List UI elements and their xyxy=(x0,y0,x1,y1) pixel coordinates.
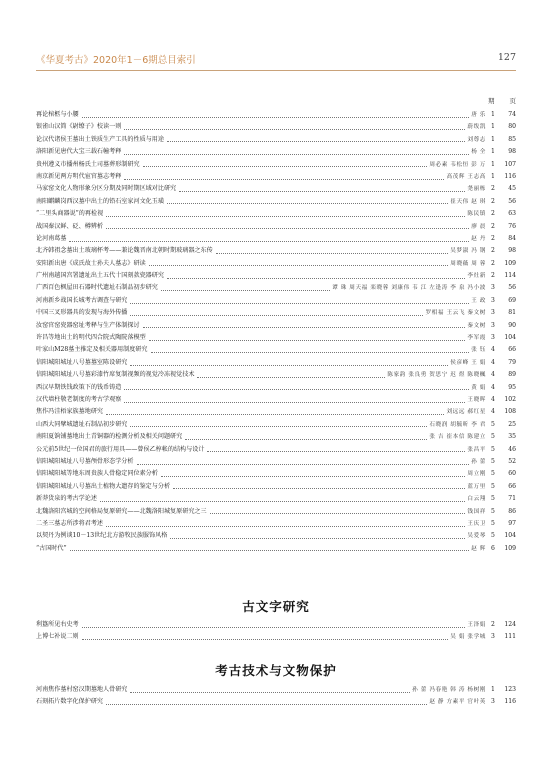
entry-title: 新莽货泉的考古学论述 xyxy=(36,495,97,503)
entry-page: 109 xyxy=(504,544,516,552)
leader-dots xyxy=(124,154,469,155)
index-entry xyxy=(36,394,516,406)
index-entry xyxy=(36,481,516,493)
entry-issue: 3 xyxy=(491,334,495,342)
entry-title: 河南焦作墓村窑汉期墓地人骨研究 xyxy=(36,686,128,693)
entry-title: 利簋所见右史考 xyxy=(36,621,79,628)
entry-page: 80 xyxy=(508,123,516,131)
entry-title: 银雀山汉简《尉缭子》校读一则 xyxy=(36,123,122,131)
entry-page: 81 xyxy=(508,309,516,317)
entry-issue: 4 xyxy=(491,371,495,379)
leader-dots xyxy=(173,488,465,489)
entry-authors: 罗相福 王云飞 秦文树 xyxy=(425,310,486,317)
entry-authors: 尧丽栋 xyxy=(467,186,486,193)
entry-page: 124 xyxy=(504,621,516,628)
entry-page: 98 xyxy=(508,247,516,255)
leader-dots xyxy=(100,501,465,502)
entry-page: 76 xyxy=(508,222,516,230)
entry-authors: 王泽娟 xyxy=(467,622,486,628)
index-entry xyxy=(36,431,516,443)
entry-title: 马家窑文化人物形象分区分期及同时期区域对比研究 xyxy=(36,185,177,193)
index-entry xyxy=(36,159,516,171)
header-rule xyxy=(36,70,516,71)
entry-title: 山西大同擘城遗址石制品初步研究 xyxy=(36,420,128,428)
entry-issue: 1 xyxy=(491,135,495,143)
leader-dots xyxy=(124,179,444,180)
leader-dots xyxy=(161,290,330,291)
leader-dots xyxy=(106,216,465,217)
entry-authors: 唐 乐 xyxy=(471,112,486,118)
index-entry xyxy=(36,183,516,195)
entry-title: 二圣三墓志所涉将君考述 xyxy=(36,519,104,527)
entry-page: 60 xyxy=(508,470,516,478)
leader-dots xyxy=(106,414,444,415)
entry-authors: 张 钰 xyxy=(471,347,486,354)
entry-authors: 秦文树 xyxy=(467,322,486,329)
entry-authors: 王晓晖 xyxy=(467,396,486,403)
entry-title: 北齐韩祖念墓出土玻璃杯考——兼论魏晋南北朝时期玻璃器之东传 xyxy=(36,247,213,255)
entry-page: 90 xyxy=(508,321,516,329)
index-entry xyxy=(36,208,516,220)
entry-issue: 2 xyxy=(491,197,495,205)
entry-page: 97 xyxy=(508,519,516,527)
index-entry xyxy=(36,258,516,270)
entry-authors: 李军霞 xyxy=(467,335,486,342)
entry-title: 广西百色枫屋田石器时代遗址石制品初步研究 xyxy=(36,284,158,292)
entry-issue: 5 xyxy=(491,532,495,540)
column-headers xyxy=(486,96,516,106)
entry-title: 信阳城阳城址八号墓颅骨形态学分析 xyxy=(36,457,134,465)
entry-page: 52 xyxy=(508,457,516,465)
entry-issue: 4 xyxy=(491,395,495,403)
index-entry xyxy=(36,121,516,133)
leader-dots xyxy=(130,303,469,304)
entry-authors: 周立刚 xyxy=(467,471,486,478)
entry-issue: 1 xyxy=(491,123,495,131)
entry-title: 公元前5世纪一位国君的旅行用具——曾侯乙椁帐的结构与设计 xyxy=(36,445,205,453)
entry-title: 广州南越国宫署遗址出土五代十国刻款瓷器研究 xyxy=(36,272,164,280)
index-entry xyxy=(36,270,516,282)
entry-issue: 5 xyxy=(491,495,495,503)
entry-issue: 1 xyxy=(491,148,495,156)
entry-title: 中国三叉形器具的发现与海外传播 xyxy=(36,309,128,317)
leader-dots xyxy=(137,464,470,465)
entry-issue: 1 xyxy=(491,686,495,693)
leader-dots xyxy=(124,129,465,130)
leader-dots xyxy=(106,704,427,705)
entry-page: 95 xyxy=(508,383,516,391)
entry-title: 石刻拓片数字化保护研究 xyxy=(36,698,104,706)
entry-title: 贵州遵义市播州杨氏土司墓葬形制研究 xyxy=(36,160,140,168)
running-header xyxy=(36,52,516,68)
entry-authors: 张昌平 xyxy=(467,446,486,453)
entry-page: 104 xyxy=(504,334,516,342)
index-entry xyxy=(36,295,516,307)
leader-dots xyxy=(143,327,466,328)
entry-page: 71 xyxy=(508,495,516,503)
entry-authors: 赵 静 方素平 官叶英 xyxy=(429,699,486,706)
entry-issue: 2 xyxy=(491,185,495,193)
entry-page: 85 xyxy=(508,135,516,143)
entry-title: 叶家山M28墓主推定及相关器用制度研究 xyxy=(36,346,148,354)
entry-issue: 5 xyxy=(491,420,495,428)
entry-title: 信阳城阳城等地东周贵族人骨稳定同位素分析 xyxy=(36,470,158,478)
entry-title: 以契丹为例谈10－13世纪北方游牧民族服饰风格 xyxy=(36,532,168,540)
index-entry xyxy=(36,543,516,555)
entry-title: 洛阳新见唐代大宝三载石幢考释 xyxy=(36,148,122,156)
entry-page: 109 xyxy=(504,259,516,267)
entry-issue: 5 xyxy=(491,457,495,465)
leader-dots xyxy=(207,451,465,452)
entry-issue: 2 xyxy=(491,621,495,628)
entry-authors: 孙 蕾 冯春艳 韩 涛 杨树刚 xyxy=(412,687,486,693)
entry-issue: 2 xyxy=(491,234,495,242)
index-entry xyxy=(36,344,516,356)
index-entry xyxy=(36,696,516,708)
entry-issue: 4 xyxy=(491,358,495,366)
index-entry xyxy=(36,631,516,643)
leader-dots xyxy=(210,513,466,514)
entry-authors: 王庆卫 xyxy=(467,520,486,527)
entry-page: 108 xyxy=(504,408,516,416)
entry-title: 西汉早期铁钱政策下的钱币铸造 xyxy=(36,383,122,391)
entry-title: 上博七补说二则 xyxy=(36,633,79,641)
section-heading-tech: 考古技术与文物保护 xyxy=(215,663,337,678)
entry-page: 116 xyxy=(504,172,516,180)
entry-issue: 4 xyxy=(491,346,495,354)
index-entry xyxy=(36,382,516,394)
index-entry xyxy=(36,307,516,319)
leader-dots xyxy=(216,253,449,254)
index-entry xyxy=(36,357,516,369)
entry-authors: 侯彦峰 王 娟 xyxy=(450,359,486,366)
leader-dots xyxy=(82,117,470,118)
section-heading-paleography: 古文字研究 xyxy=(242,599,310,614)
index-entry xyxy=(36,332,516,344)
index-entry xyxy=(36,221,516,233)
leader-dots xyxy=(167,203,448,204)
entry-authors: 石晓润 胡毓昕 李 君 xyxy=(429,421,486,428)
index-entry xyxy=(36,493,516,505)
entry-page: 74 xyxy=(508,111,516,118)
entry-issue: 1 xyxy=(491,111,495,118)
entry-title: 许昌等地出土的明代四合院式陶院落模型 xyxy=(36,334,146,342)
entry-title: 战国秦汉鲜、砭、樽辨析 xyxy=(36,222,104,230)
entry-page: 84 xyxy=(508,234,516,242)
leader-dots xyxy=(161,476,466,477)
entry-title: “古国时代” xyxy=(36,544,67,552)
leader-dots xyxy=(82,627,466,628)
leader-dots xyxy=(130,692,410,693)
entry-issue: 2 xyxy=(491,222,495,230)
leader-dots xyxy=(151,352,470,353)
entry-title: 南阳麒麟岗西汉墓中出土的铅石室家河文化玉璜 xyxy=(36,197,164,205)
entry-page: 107 xyxy=(504,160,516,168)
index-entry xyxy=(36,109,516,121)
entry-issue: 2 xyxy=(491,210,495,218)
entry-title: 焦作冯洼梧家族墓地研究 xyxy=(36,408,104,416)
index-entry xyxy=(36,320,516,332)
entry-issue: 4 xyxy=(491,408,495,416)
entry-page: 111 xyxy=(504,633,516,641)
tech-index-list xyxy=(36,684,516,709)
index-entry xyxy=(36,468,516,480)
entry-page: 69 xyxy=(508,296,516,304)
entry-page: 104 xyxy=(504,532,516,540)
issue-column-header: 期 xyxy=(488,97,495,105)
leader-dots xyxy=(185,439,427,440)
entry-authors: 蓝万里 xyxy=(467,483,486,490)
leader-dots xyxy=(149,265,449,266)
entry-authors: 陈民镇 xyxy=(467,211,486,218)
index-entry xyxy=(36,282,516,294)
index-entry xyxy=(36,171,516,183)
leader-dots xyxy=(167,141,465,142)
leader-dots xyxy=(179,191,465,192)
entry-issue: 5 xyxy=(491,470,495,478)
entry-issue: 3 xyxy=(491,698,495,706)
entry-authors: 蔚绂凯 xyxy=(467,124,486,131)
leader-dots xyxy=(82,639,449,640)
index-entry xyxy=(36,146,516,158)
entry-issue: 1 xyxy=(491,160,495,168)
entry-page: 89 xyxy=(508,371,516,379)
entry-page: 45 xyxy=(508,185,516,193)
entry-page: 102 xyxy=(504,395,516,403)
entry-page: 63 xyxy=(508,210,516,218)
entry-title: 论汉代诸侯王墓出土铁质生产工具的性质与用途 xyxy=(36,135,164,143)
entry-issue: 5 xyxy=(491,433,495,441)
entry-title: 北魏洛阳宫城的空间格局复原研究——北魏洛阳城复原研究之三 xyxy=(36,507,207,515)
leader-dots xyxy=(130,315,423,316)
leader-dots xyxy=(106,526,465,527)
leader-dots xyxy=(70,550,470,551)
entry-page: 25 xyxy=(508,420,516,428)
entry-authors: 李灶新 xyxy=(467,273,486,280)
entry-authors: 钱国祥 xyxy=(467,508,486,515)
entry-page: 66 xyxy=(508,482,516,490)
leader-dots xyxy=(167,278,465,279)
entry-issue: 5 xyxy=(491,445,495,453)
entry-authors: 杨 全 xyxy=(471,149,486,156)
entry-title: 论河南葛墓 xyxy=(36,234,67,242)
index-entry xyxy=(36,530,516,542)
entry-title: 再论棺柩与小腰 xyxy=(36,111,79,118)
leader-dots xyxy=(106,228,469,229)
entry-page: 46 xyxy=(508,445,516,453)
leader-dots xyxy=(69,241,469,242)
entry-authors: 赵 辉 xyxy=(471,545,486,552)
entry-page: 35 xyxy=(508,433,516,441)
entry-title: 信阳城阳城址八号墓墓室陈设研究 xyxy=(36,358,128,366)
entry-page: 79 xyxy=(508,358,516,366)
journal-index-title: 《华夏考古》2020年1－6期总目索引 xyxy=(36,55,196,66)
index-entry xyxy=(36,456,516,468)
entry-issue: 6 xyxy=(491,544,495,552)
index-entry xyxy=(36,444,516,456)
entry-page: 56 xyxy=(508,284,516,292)
entry-issue: 2 xyxy=(491,272,495,280)
entry-title: 南阳夏饷铺墓地出土青铜器的检测分析及相关问题研究 xyxy=(36,433,183,441)
entry-authors: 张 吉 崔本信 陈建立 xyxy=(429,434,486,441)
entry-authors: 周晓薇 周 蓉 xyxy=(450,260,486,267)
index-entry xyxy=(36,233,516,245)
entry-page: 86 xyxy=(508,507,516,515)
entry-issue: 3 xyxy=(491,633,495,641)
entry-issue: 1 xyxy=(491,172,495,180)
entry-page: 66 xyxy=(508,346,516,354)
index-entry xyxy=(36,134,516,146)
leader-dots xyxy=(130,365,448,366)
entry-authors: 孙 蕾 xyxy=(471,458,486,465)
entry-authors: 王 政 xyxy=(471,297,486,304)
entry-authors: 白云翔 xyxy=(467,496,486,503)
index-entry xyxy=(36,196,516,208)
index-entry xyxy=(36,406,516,418)
entry-authors: 谭 珠 周天福 栾晓蓉 刘康伟 韦 江 左逢涛 李 泉 冯小波 xyxy=(332,285,486,292)
leader-dots xyxy=(149,340,466,341)
entry-authors: 高茂辉 王志高 xyxy=(446,173,486,180)
entry-title: 信阳城阳城址八号墓出土植物大遗存的鉴定与分析 xyxy=(36,482,171,490)
entry-authors: 周必素 韦松恒 彭 万 xyxy=(429,161,486,168)
page-column-header: 页 xyxy=(509,97,516,105)
entry-title: “二里头商器说”的再检视 xyxy=(36,210,104,218)
leader-dots xyxy=(143,166,428,167)
leader-dots xyxy=(130,426,427,427)
entry-page: 56 xyxy=(508,197,516,205)
entry-title: 南京新见两方明代宦官墓志考释 xyxy=(36,172,122,180)
entry-authors: 刘远远 郝红星 xyxy=(446,409,486,416)
entry-issue: 2 xyxy=(491,247,495,255)
index-entry xyxy=(36,419,516,431)
entry-issue: 3 xyxy=(491,296,495,304)
entry-authors: 崔天伟 赵 琪 xyxy=(450,198,486,205)
leader-dots xyxy=(124,402,465,403)
index-entry xyxy=(36,245,516,257)
index-entry xyxy=(36,506,516,518)
entry-title: 河南新乡战国长城考古调查与研究 xyxy=(36,296,128,304)
index-entry xyxy=(36,518,516,530)
entry-authors: 黄 娟 xyxy=(471,384,486,391)
entry-issue: 3 xyxy=(491,309,495,317)
archaeology-index-list xyxy=(36,109,516,555)
entry-authors: 赵 丹 xyxy=(471,235,486,242)
paleography-index-list xyxy=(36,619,516,644)
entry-authors: 吴爱琴 xyxy=(467,533,486,540)
leader-dots xyxy=(170,538,465,539)
index-entry xyxy=(36,369,516,381)
entry-page: 123 xyxy=(504,686,516,693)
entry-title: 汉代墙柱敬老制度的考古学观察 xyxy=(36,395,122,403)
leader-dots xyxy=(197,377,385,378)
entry-title: 安阳新出唐《成氏故士孙夫人墓志》研读 xyxy=(36,259,146,267)
entry-issue: 4 xyxy=(491,383,495,391)
leader-dots xyxy=(124,389,469,390)
entry-authors: 廖 晨 xyxy=(471,223,486,230)
index-entry xyxy=(36,684,516,696)
entry-issue: 5 xyxy=(491,519,495,527)
entry-page: 114 xyxy=(504,272,516,280)
entry-page: 98 xyxy=(508,148,516,156)
entry-title: 汝窑官窑瓷器窑址考释与生产体制探讨 xyxy=(36,321,140,329)
index-entry xyxy=(36,619,516,631)
page-number: 127 xyxy=(497,52,516,63)
entry-issue: 3 xyxy=(491,284,495,292)
entry-issue: 3 xyxy=(491,321,495,329)
entry-authors: 吴梦淑 冯 钢 xyxy=(450,248,486,255)
entry-authors: 刘尊志 xyxy=(467,136,486,143)
entry-page: 116 xyxy=(504,698,516,706)
entry-authors: 陈家韵 张良勇 贺思宁 迟 煜 陈晓楓 xyxy=(387,372,486,379)
entry-authors: 吴 娟 张学城 xyxy=(450,634,486,641)
entry-issue: 2 xyxy=(491,259,495,267)
entry-issue: 5 xyxy=(491,482,495,490)
entry-issue: 5 xyxy=(491,507,495,515)
entry-title: 信阳城阳城址八号墓彩漆竹席复制视频的视觉冷冻视觉技术 xyxy=(36,371,195,379)
